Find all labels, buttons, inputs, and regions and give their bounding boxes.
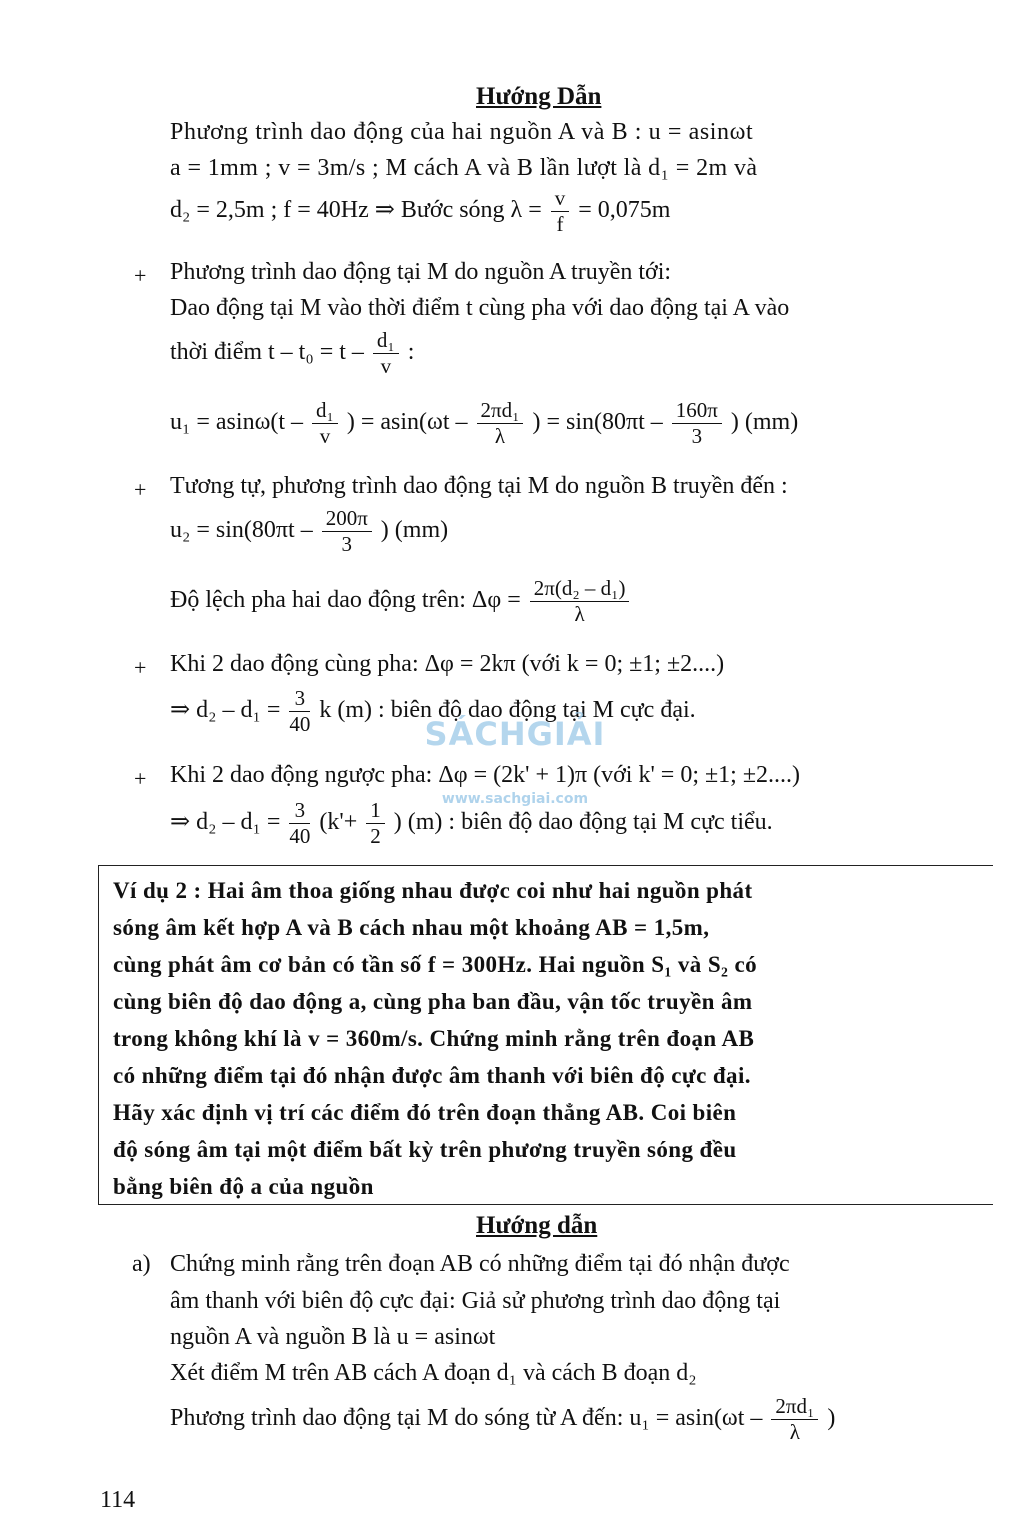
example-line: cùng biên độ dao động a, cùng pha ban đầu, vận tốc truyền âm: [113, 989, 753, 1014]
fraction: $\frac{\text{d₁}}{v}$: [373, 330, 399, 377]
fraction: $\frac{3}{40}$: [289, 798, 311, 848]
text-line: Phương trình dao động của hai nguồn A và B : u = asinωt: [170, 119, 754, 145]
fraction: $\frac{\text{2π(d₂ – d₁)}}{\lambda}$: [530, 578, 630, 625]
fraction: $\frac{160\pi}{3}$: [672, 400, 722, 447]
watermark-logo: SÁCHGIẢI: [424, 715, 606, 753]
bullet: +: [134, 263, 147, 288]
fraction: $\frac{3}{40}$: [289, 686, 311, 736]
formula-text: thời điểm t – t₀ = t –: [170, 339, 364, 366]
text-line: Tương tự, phương trình dao động tại M do nguồn B truyền đến :: [170, 473, 788, 499]
example-line: trong không khí là v = 360m/s. Chứng minh rằng trên đoạn AB: [113, 1026, 755, 1051]
formula-line: [170, 330, 414, 377]
formula-text: ⇒ d₂ – d₁ =: [170, 809, 281, 836]
bullet: +: [134, 766, 147, 791]
example-box: [98, 865, 993, 1205]
formula-text: u₂ = sin(80πt –: [170, 517, 313, 544]
text-line: Dao động tại M vào thời điểm t cùng pha với dao động tại A vào: [170, 295, 790, 321]
formula-line: [170, 800, 773, 847]
bullet: +: [134, 655, 147, 680]
text-line: Phương trình dao động tại M do nguồn A truyền tới:: [170, 259, 672, 285]
example-line: có những điểm tại đó nhận được âm thanh với biên độ cực đại.: [113, 1063, 751, 1088]
formula-text: ) (m) : biên độ dao động tại M cực tiểu.: [393, 809, 773, 836]
example-line: bằng biên độ a của nguồn: [113, 1174, 374, 1199]
example-line: độ sóng âm tại một điểm bất kỳ trên phương truyền sóng đều: [113, 1137, 737, 1162]
formula-line: [170, 1396, 835, 1443]
formula-line: [170, 188, 670, 235]
bullet: +: [134, 477, 147, 502]
fraction: $\frac{v}{f}$: [551, 188, 570, 235]
formula-text: k (m) : biên độ dao động tại M cực đại.: [319, 697, 696, 724]
text-line: a = 1mm ; v = 3m/s ; M cách A và B lần lượt là d₁ = 2m và: [170, 155, 758, 181]
formula-text: ) = sin(80πt –: [532, 409, 663, 436]
text-line: âm thanh với biên độ cực đại: Giả sử phương trình dao động tại: [170, 1288, 781, 1314]
text-line: Xét điểm M trên AB cách A đoạn d₁ và cách B đoạn d₂: [170, 1360, 697, 1386]
fraction: $\frac{\text{2πd₁}}{\lambda}$: [477, 400, 524, 447]
fraction: $\frac{1}{2}$: [366, 800, 385, 847]
fraction: $\frac{\text{d₁}}{v}$: [312, 400, 338, 447]
formula-line: [170, 688, 696, 735]
formula-text: ) = asin(ωt –: [346, 409, 468, 436]
fraction: $\frac{200\pi}{3}$: [322, 508, 372, 555]
section-heading-1: Hướng Dẫn: [476, 83, 602, 110]
example-line: sóng âm kết hợp A và B cách nhau một khoảng AB = 1,5m,: [113, 915, 710, 940]
formula-text: Độ lệch pha hai dao động trên: Δφ =: [170, 587, 521, 614]
formula-text: :: [407, 339, 415, 366]
example-line: Ví dụ 2 : Hai âm thoa giống nhau được coi như hai nguồn phát: [113, 878, 753, 903]
formula-text: ): [827, 1405, 836, 1432]
formula-text: = 0,075m: [578, 197, 671, 224]
section-heading-2: Hướng dẫn: [476, 1212, 598, 1239]
formula-line: [170, 400, 798, 447]
formula-text: u₁ = asinω(t –: [170, 409, 304, 436]
formula-text: Phương trình dao động tại M do sóng từ A đến: u₁ = asin(ωt –: [170, 1405, 763, 1432]
text-line: Khi 2 dao động cùng pha: Δφ = 2kπ (với k = 0; ±1; ±2....): [170, 651, 725, 677]
formula-line: [170, 508, 448, 555]
text-line: Khi 2 dao động ngược pha: Δφ = (2k' + 1)π (với k' = 0; ±1; ±2....): [170, 762, 800, 788]
page-number: 114: [100, 1487, 136, 1513]
example-line: cùng phát âm cơ bản có tần số f = 300Hz. Hai nguồn S₁ và S₂ có: [113, 952, 757, 977]
text-line: Chứng minh rằng trên đoạn AB có những điểm tại đó nhận được: [170, 1251, 790, 1277]
formula-text: ⇒ d₂ – d₁ =: [170, 697, 281, 724]
formula-text: (k'+: [319, 809, 358, 836]
item-label: a): [132, 1251, 151, 1277]
formula-text: ) (mm): [380, 517, 449, 544]
watermark-url: www.sachgiai.com: [441, 791, 589, 807]
formula-text: d₂ = 2,5m ; f = 40Hz ⇒ Bước sóng λ =: [170, 197, 542, 224]
fraction: $\frac{\text{2πd₁}}{\lambda}$: [771, 1396, 818, 1443]
formula-text: ) (mm): [730, 409, 799, 436]
example-line: Hãy xác định vị trí các điểm đó trên đoạn thẳng AB. Coi biên: [113, 1100, 737, 1125]
formula-line: [170, 578, 632, 625]
text-line: nguồn A và nguồn B là u = asinωt: [170, 1324, 496, 1350]
